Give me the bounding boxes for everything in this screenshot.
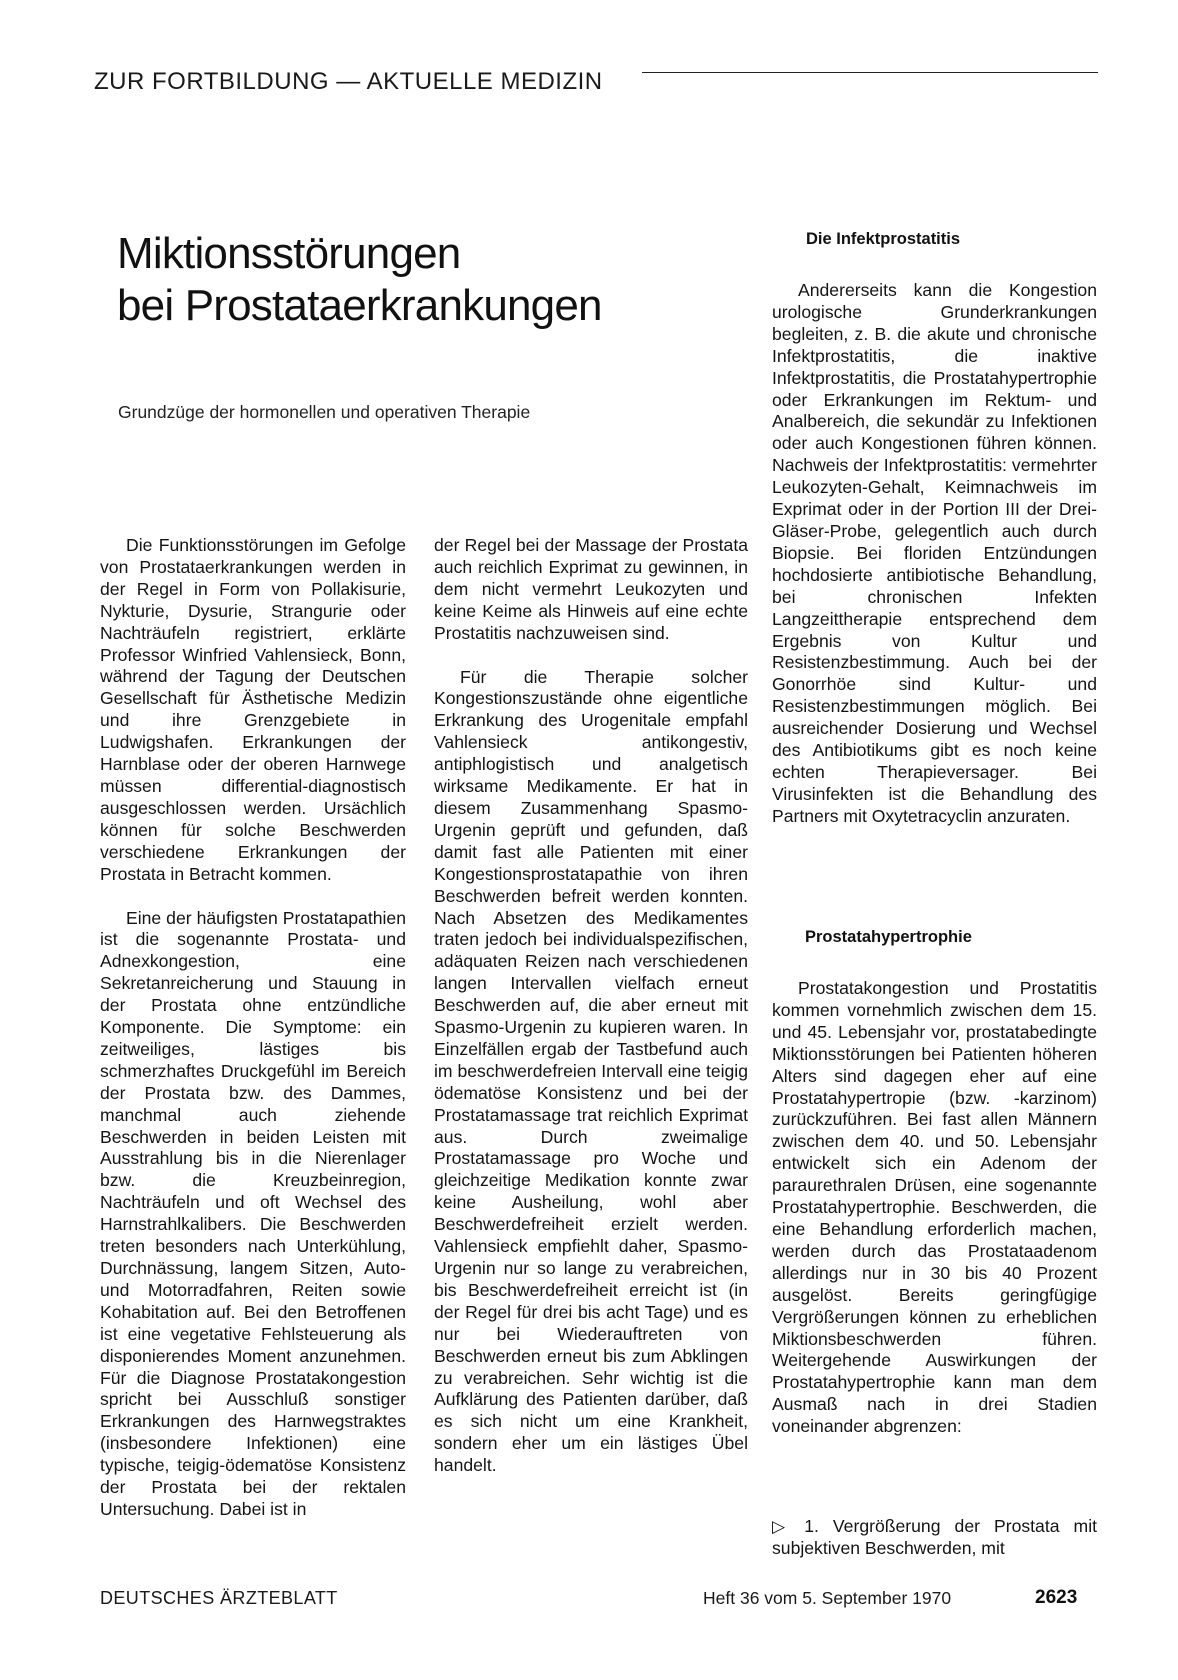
paragraph: der Regel bei der Massage der Prostata auch reichlich Exprimat zu gewinnen, in dem nicht vermehrt Leukozyten und keine Keime als Hinweis auf eine echte Prostatitis nachzuweisen sind. (434, 535, 748, 643)
title-line-2: bei Prostataerkrankungen (117, 281, 602, 330)
running-head: ZUR FORTBILDUNG — AKTUELLE MEDIZIN (94, 68, 603, 95)
footer-issue: Heft 36 vom 5. September 1970 (703, 1588, 952, 1608)
text-column-3-top (772, 280, 1097, 828)
text-column-3-bottom (772, 978, 1097, 1438)
list-item-text: 1. Vergrößerung der Prostata mit subjektiven Beschwerden, mit (772, 1516, 1097, 1558)
triangle-bullet-icon: ▷ (772, 1517, 795, 1536)
paragraph: Andererseits kann die Kongestion urologische Grunderkrankungen begleiten, z. B. die akute und chronische Infektprostatitis, die inaktive Infektprostatitis, die Prostatahypertrophie oder Erkrankungen im Rektum- und Analbereich, die sekundär zu Infektionen oder auch Kongestionen führen können. Nachweis der Infektprostatitis: vermehrter Leukozyten-Gehalt, Keimnachweis im Exprimat oder in der Portion III der Drei-Gläser-Probe, gelegentlich auch durch Biopsie. Bei floriden Entzündungen hochdosierte antibiotische Behandlung, bei chronischen Infekten Langzeittherapie entsprechend dem Ergebnis von Kultur und Resistenzbestimmung. Auch bei der Gonorrhöe sind Kultur- und Resistenzbestimmungen möglich. Bei ausreichender Dosierung und Wechsel des Antibiotikums gibt es noch keine echten Therapieversager. Bei Virusinfekten ist die Behandlung des Partners mit Oxytetracyclin anzuraten. (772, 280, 1097, 826)
paragraph: Prostatakongestion und Prostatitis kommen vornehmlich zwischen dem 15. und 45. Lebensjahr vor, prostatabedingte Miktionsstörungen bei Patienten höheren Alters sind dagegen eher auf eine Prostatahypertropie (bzw. -karzinom) zurückzuführen. Bei fast allen Männern zwischen dem 40. und 50. Lebensjahr entwickelt sich ein Adenom der paraurethralen Drüsen, eine sogenannte Prostatahypertrophie. Beschwerden, die eine Behandlung erforderlich machen, werden durch das Prostataadenom allerdings nur in 30 bis 40 Prozent ausgelöst. Bereits geringfügige Vergrößerungen können zu erheblichen Miktionsbeschwerden führen. Weitergehende Auswirkungen der Prostatahypertrophie kann man dem Ausmaß nach in drei Stadien voneinander abgrenzen: (772, 978, 1097, 1437)
article-subtitle: Grundzüge der hormonellen und operativen Therapie (118, 402, 531, 422)
section-heading-prostatahypertrophie: Prostatahypertrophie (805, 928, 972, 946)
page-number: 2623 (1035, 1587, 1078, 1608)
stage-list-item (772, 1516, 1097, 1560)
paragraph: Für die Therapie solcher Kongestionszustände ohne eigentliche Erkrankung des Urogenitale empfahl Vahlensieck antikongestiv, antiphlogistisch und analgetisch wirksame Medikamente. Er hat in diesem Zusammenhang Spasmo-Urgenin geprüft und gefunden, daß damit fast alle Patienten mit einer Kongestionsprostatapathie von ihren Beschwerden befreit werden konnten. Nach Absetzen des Medikamentes traten jedoch bei individualspezifischen, adäquaten Reizen nach verschiedenen langen Intervallen vielfach erneut Beschwerden auf, die aber erneut mit Spasmo-Urgenin zu kupieren waren. In Einzelfällen ergab der Tastbefund auch im beschwerdefreien Intervall eine teigig ödematöse Konsistenz und bei der Prostatamassage trat reichlich Exprimat aus. Durch zweimalige Prostatamassage pro Woche und gleichzeitige Medikation konnte zwar keine Ausheilung, wohl aber Beschwerdefreiheit erzielt werden. Vahlensieck empfiehlt daher, Spasmo-Urgenin nur so lange zu verabreichen, bis Beschwerdefreiheit erreicht ist (in der Regel für drei bis acht Tage) und es nur bei Wiederauftreten von Beschwerden erneut bis zum Abklingen zu verabreichen. Sehr wichtig ist die Aufklärung des Patienten darüber, daß es sich nicht um eine Krankheit, sondern eher um ein lästiges Übel handelt. (434, 666, 748, 1476)
footer-journal-name: DEUTSCHES ÄRZTEBLATT (100, 1588, 338, 1608)
text-column-2 (434, 535, 748, 1477)
paragraph: Eine der häufigsten Prostatapathien ist die sogenannte Prostata- und Adnexkongestion, eine Sekretanreicherung und Stauung in der Prostata ohne entzündliche Komponente. Die Symptome: ein zeitweiliges, lästiges bis schmerzhaftes Druckgefühl im Bereich der Prostata bzw. des Dammes, manchmal auch ziehende Beschwerden in beiden Leisten mit Ausstrahlung bis in die Nierenlager bzw. die Kreuzbeinregion, Nachträufeln und oft Wechsel des Harnstrahlkalibers. Die Beschwerden treten besonders nach Unterkühlung, Durchnässung, langem Sitzen, Auto- und Motorradfahren, Reiten sowie Kohabitation auf. Bei den Betroffenen ist eine vegetative Fehlsteuerung als disponierendes Moment anzunehmen. Für die Diagnose Prostatakongestion spricht bei Ausschluß sonstiger Erkrankungen des Harnwegstraktes (insbesondere Infektionen) eine typische, teigig-ödematöse Konsistenz der Prostata bei der rektalen Untersuchung. Dabei ist in (100, 907, 406, 1519)
text-column-1 (100, 535, 406, 1521)
title-line-1: Miktionsstörungen (117, 229, 461, 278)
section-heading-infektprostatitis: Die Infektprostatitis (806, 230, 961, 248)
paragraph: Die Funktionsstörungen im Gefolge von Prostataerkrankungen werden in der Regel in Form von Pollakisurie, Nykturie, Dysurie, Strangurie oder Nachträufeln registriert, erklärte Professor Winfried Vahlensieck, Bonn, während der Tagung der Deutschen Gesellschaft für Ästhetische Medizin und ihre Grenzgebiete in Ludwigshafen. Erkrankungen der Harnblase oder der oberen Harnwege müssen differential-diagnostisch ausgeschlossen werden. Ursächlich können für solche Beschwerden verschiedene Erkrankungen der Prostata in Betracht kommen. (100, 535, 406, 884)
header-rule (642, 72, 1098, 73)
article-title (117, 228, 717, 332)
